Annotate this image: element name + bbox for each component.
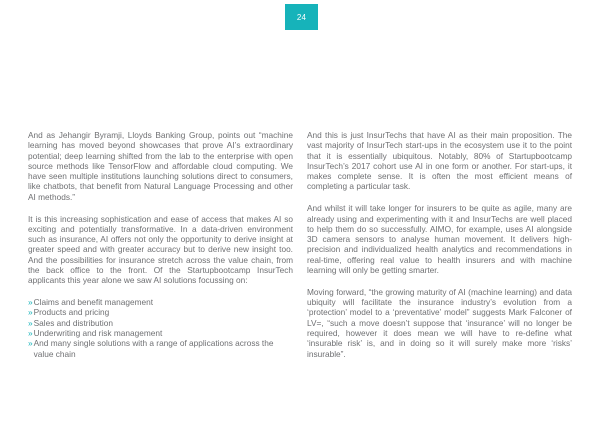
paragraph: And whilst it will take longer for insurers to be quite as agile, many are already using and experimenting with it and InsurTechs are well placed to help them do so successfully. AIMO, for example, uses AI alongside 3D camera sensors to analyse human movement. It delivers high-precision and individualized health analytics and recommendations in real-time, offering real value to health insurers and with machine learning will only be getting smarter. [307,203,572,276]
paragraph: It is this increasing sophistication and ease of access that makes AI so exciting and potentially transformative. In a data-driven environment such as insurance, AI offers not only the opportunity to derive insight at greater speed and with greater accuracy but to derive new insight too. And the possibilities for insurance stretch across the value chain, from the back office to the front. Of the Startupbootcamp InsurTech applicants this year alone we saw AI solutions focussing on: [28,213,293,286]
list-item [28,297,293,307]
text-columns [28,130,572,359]
list-item [28,328,293,338]
list-item [28,338,293,359]
right-column [307,130,572,359]
page-number-box [285,4,318,30]
list-item-label: And many single solutions with a range of applications across the value chain [33,338,274,359]
bullet-chevrons-icon: » [28,297,33,308]
list-item-label: Products and pricing [33,307,110,318]
paragraph: Moving forward, “the growing maturity of AI (machine learning) and data ubiquity will facilitate the insurance industry’s evolution from a ‘protection’ model to a ‘preventative’ model” suggests Mark Falconer of LV=, “such a move doesn’t suppose that ‘insurance’ will no longer be required, however it does mean we will have to re-define what ‘insurable risk’ is, and in doing so it will surely make more ‘risks’ insurable”. [307,286,572,359]
bullet-chevrons-icon: » [28,317,33,328]
paragraph: And this is just InsurTechs that have AI as their main proposition. The vast majority of InsurTech start-ups in the ecosystem use it to the point that it is essentially ubiquitous. Notably, 80% of Startupbootcamp InsurTech’s 2017 cohort use AI in one form or another. For start-ups, it makes complete sense. It is often the most efficient means of completing a particular task. [307,130,572,192]
list-item [28,318,293,328]
bullet-chevrons-icon: » [28,307,33,318]
list-item-label: Sales and distribution [33,317,113,328]
list-item [28,307,293,317]
bullet-list [28,297,293,359]
left-column [28,130,293,359]
bullet-chevrons-icon: » [28,338,33,349]
bullet-chevrons-icon: » [28,328,33,339]
list-item-label: Claims and benefit management [33,297,154,308]
page-number: 24 [296,12,307,22]
paragraph: And as Jehangir Byramji, Lloyds Banking Group, points out “machine learning has moved beyond showcases that prove AI’s extraordinary potential; deep learning shifted from the lab to the enterprise with open source methods like TensorFlow and affordable cloud computing. We have seen multiple institutions launching solutions direct to consumers, like chatbots, that benefit from Natural Language Processing and other AI methods.” [28,130,293,202]
list-item-label: Underwriting and risk management [33,328,163,339]
